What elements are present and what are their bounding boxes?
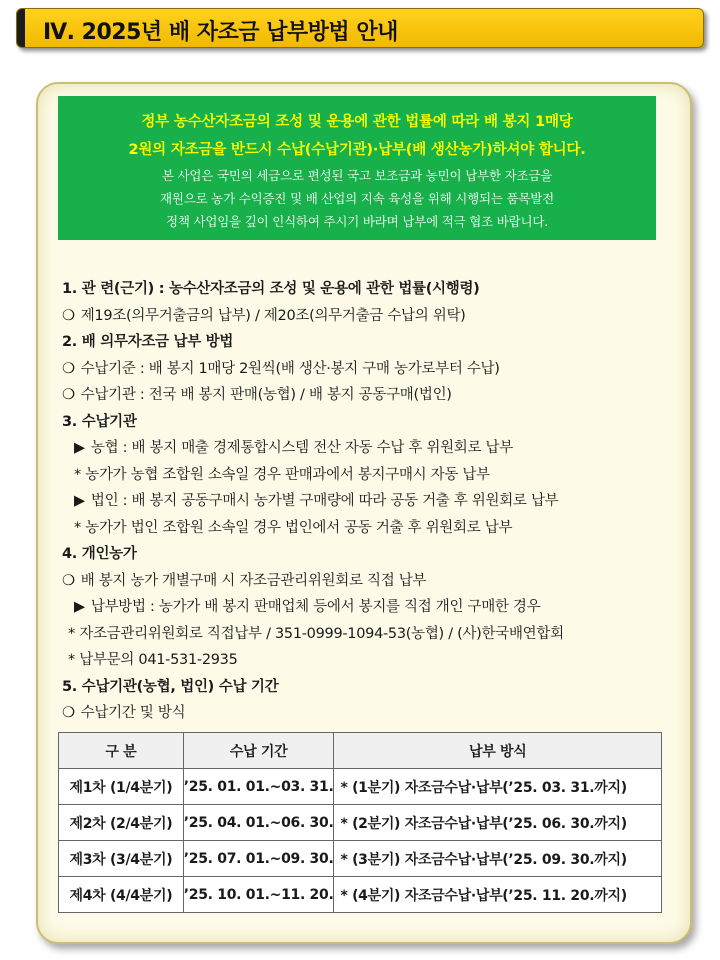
list-item (62, 303, 692, 330)
table-cell-dates: ’25. 01. 01.~03. 31. (183, 769, 334, 805)
arrow-bullet-icon: ▶ (74, 599, 85, 615)
arrow-bullet-icon: ▶ (74, 493, 85, 509)
column-header: 수납 기간 (183, 733, 334, 769)
table-cell-method: * (4분기) 자조금수납·납부(’25. 11. 20.까지) (334, 877, 662, 913)
notice-body-line: 재원으로 농가 수익증진 및 배 산업의 지속 육성을 위해 시행되는 품목발전 (160, 191, 554, 206)
table-cell-method: * (3분기) 자조금수납·납부(’25. 09. 30.까지) (334, 841, 662, 877)
list-item (62, 568, 692, 595)
notice-box (58, 96, 656, 240)
circle-bullet-icon: ❍ (62, 387, 75, 403)
section-heading: 1. 관 련(근기) : 농수산자조금의 조성 및 운용에 관한 법률(시행령) (62, 281, 480, 297)
note-line: * 농가가 농협 조합원 소속일 경우 판매과에서 봉지구매시 자동 납부 (74, 466, 490, 483)
section-heading: 3. 수납기관 (62, 413, 137, 430)
note-line: * 납부문의 041-531-2935 (68, 652, 238, 668)
list-item-text: 농협 : 배 봉지 매출 경제통합시스템 전산 자동 수납 후 위원회로 납부 (90, 440, 513, 456)
column-header: 구 분 (59, 733, 184, 769)
table-cell-dates: ’25. 10. 01.~11. 20. (183, 877, 334, 913)
arrow-bullet-icon: ▶ (74, 440, 85, 456)
note-line: * 농가가 법인 조합원 소속일 경우 법인에서 공동 거출 후 위원회로 납부 (74, 519, 513, 536)
list-item (62, 382, 692, 409)
schedule-table (58, 732, 662, 913)
list-item-text: 제19조(의무거출금의 납부) / 제20조(의무거출금 수납의 위탁) (80, 307, 466, 324)
table-row (59, 877, 662, 913)
list-item-text: 납부방법 : 농가가 배 봉지 판매업체 등에서 봉지를 직접 개인 구매한 경우 (90, 599, 541, 615)
table-header-row (59, 733, 662, 769)
list-item-text: 수납기관 : 전국 배 봉지 판매(농협) / 배 봉지 공동구매(법인) (80, 387, 452, 403)
circle-bullet-icon: ❍ (62, 307, 75, 324)
table-cell-period: 제2차 (2/4분기) (59, 805, 184, 841)
column-header: 납부 방식 (334, 733, 662, 769)
list-item-text: 수납기준 : 배 봉지 1매당 2원씩(배 생산·봉지 구매 농가로부터 수납) (80, 360, 500, 377)
list-item-text: 배 봉지 농가 개별구매 시 자조금관리위원회로 직접 납부 (80, 572, 427, 589)
list-item (62, 488, 692, 515)
list-item (62, 594, 692, 621)
table-cell-method: * (2분기) 자조금수납·납부(’25. 06. 30.까지) (334, 805, 662, 841)
notice-body-line: 정책 사업임을 깊이 인식하여 주시기 바라며 납부에 적극 협조 바랍니다. (165, 214, 549, 229)
list-item-text: 법인 : 배 봉지 공동구매시 농가별 구매량에 따라 공동 거출 후 위원회로 납부 (90, 493, 559, 509)
list-item (62, 435, 692, 462)
title-accent-strip (17, 9, 25, 47)
table-cell-dates: ’25. 07. 01.~09. 30. (183, 841, 334, 877)
section-heading: 2. 배 의무자조금 납부 방법 (62, 334, 234, 350)
section-heading: 4. 개인농가 (62, 546, 137, 562)
circle-bullet-icon: ❍ (62, 360, 75, 377)
title-bar (16, 8, 704, 48)
notice-highlight-line: 정부 농수산자조금의 조성 및 운용에 관한 법률에 따라 배 봉지 1매당 (141, 114, 573, 130)
list-item-text: 수납기간 및 방식 (80, 705, 186, 721)
page-title: Ⅳ. 2025년 배 자조금 납부방법 안내 (43, 20, 398, 45)
list-item (62, 356, 692, 383)
notice-highlight-line: 2원의 자조금을 반드시 수납(수납기관)·납부(배 생산농가)하셔야 합니다. (128, 142, 586, 158)
section-heading: 5. 수납기관(농협, 법인) 수납 기간 (62, 678, 279, 695)
guide-content (62, 276, 692, 727)
circle-bullet-icon: ❍ (62, 705, 75, 721)
circle-bullet-icon: ❍ (62, 572, 75, 589)
table-row (59, 805, 662, 841)
table-row (59, 841, 662, 877)
note-line: * 자조금관리위원회로 직접납부 / 351-0999-1094-53(농협) / (사)한국배연합회 (68, 625, 564, 642)
table-cell-method: * (1분기) 자조금수납·납부(’25. 03. 31.까지) (334, 769, 662, 805)
table-row (59, 769, 662, 805)
table-cell-dates: ’25. 04. 01.~06. 30. (183, 805, 334, 841)
list-item (62, 700, 692, 727)
table-cell-period: 제3차 (3/4분기) (59, 841, 184, 877)
table-cell-period: 제1차 (1/4분기) (59, 769, 184, 805)
table-cell-period: 제4차 (4/4분기) (59, 877, 184, 913)
notice-body-line: 본 사업은 국민의 세금으로 편성된 국고 보조금과 농민이 납부한 자조금을 (161, 168, 553, 183)
